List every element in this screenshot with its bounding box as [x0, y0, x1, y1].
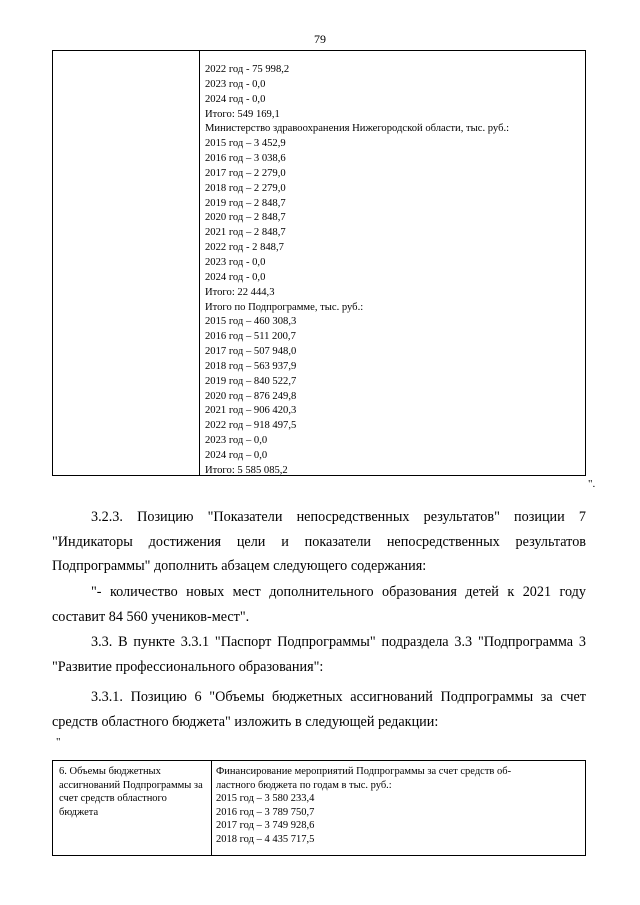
table-line: Финансирование мероприятий Подпрограммы за счет средств об-	[216, 766, 512, 777]
table-line: Итого: 5 585 085,2	[205, 464, 288, 476]
table-line: 2019 год – 2 848,7	[205, 197, 286, 209]
closing-quote-mark: ".	[588, 478, 596, 490]
table-line: 2016 год – 511 200,7	[205, 331, 296, 343]
table-line: 2017 год – 2 279,0	[205, 167, 286, 179]
table-line: 2017 год – 3 749 928,6	[216, 820, 315, 832]
financing-details-cell	[205, 63, 509, 479]
table-line: 2022 год - 2 848,7	[205, 242, 284, 254]
table-line: Итого: 22 444,3	[205, 286, 275, 298]
table-line: 2021 год – 906 420,3	[205, 405, 297, 417]
table-line: 2024 год – 0,0	[205, 449, 268, 461]
table-line: 2016 год – 3 789 750,7	[216, 806, 315, 818]
table-line: 2022 год - 75 998,2	[205, 64, 290, 75]
financing-details-cell	[216, 765, 582, 847]
financing-table-continued	[52, 50, 586, 476]
table-line: 2015 год – 460 308,3	[205, 316, 297, 328]
table-column-divider	[211, 761, 212, 855]
table-column-divider	[199, 51, 200, 475]
table-line: 2015 год – 3 580 233,4	[216, 793, 315, 805]
table-line: ластного бюджета по годам в тыс. руб.:	[216, 779, 392, 791]
table-line: 2024 год - 0,0	[205, 93, 266, 105]
table-line: Министерство здравоохранения Нижегородской области, тыс. руб.:	[205, 123, 510, 135]
paragraph-new-places: "- количество новых мест дополнительного образования детей к 2021 году составит 84 560 учеников-мест".	[52, 584, 586, 625]
table-line: 2017 год – 507 948,0	[205, 346, 297, 358]
table-line: 2023 год - 0,0	[205, 78, 266, 90]
table-line: 2022 год – 918 497,5	[205, 420, 297, 432]
table-line: 2020 год – 876 249,8	[205, 390, 297, 402]
table-line: 2023 год - 0,0	[205, 256, 266, 268]
table-line: 2016 год – 3 038,6	[205, 153, 286, 165]
table-line: 2024 год - 0,0	[205, 271, 266, 283]
table-line: 2015 год – 3 452,9	[205, 138, 286, 150]
paragraph-3-3-1: 3.3.1. Позицию 6 "Объемы бюджетных ассигнований Подпрограммы за счет средств областного бюджета" изложить в следующей редакции:	[52, 689, 586, 730]
paragraph-3-3: 3.3. В пункте 3.3.1 "Паспорт Подпрограммы" подраздела 3.3 "Подпрограмма 3 "Развитие профессионального образования":	[52, 634, 586, 675]
table-line: 2023 год – 0,0	[205, 435, 268, 447]
paragraph-3-2-3: 3.2.3. Позицию "Показатели непосредственных результатов" позиции 7 "Индикаторы достижения цели и показатели непосредственных результатов Подпрограммы" дополнить абзацем следующего содержания:	[52, 509, 586, 574]
opening-quote-mark: "	[56, 736, 61, 748]
table-line: 2018 год – 2 279,0	[205, 182, 286, 194]
table-line: 2018 год – 563 937,9	[205, 360, 297, 372]
table-line: Итого: 549 169,1	[205, 108, 280, 120]
table-line: Итого по Подпрограмме, тыс. руб.:	[205, 301, 364, 313]
table-line: 2020 год – 2 848,7	[205, 212, 286, 224]
budget-allocation-table	[52, 760, 586, 856]
position-label-cell: 6. Объемы бюджетных ассигнований Подпрограммы за счет средств областного бюджета	[59, 766, 203, 818]
table-line: 2019 год – 840 522,7	[205, 375, 297, 387]
table-line: 2021 год – 2 848,7	[205, 227, 286, 239]
table-line: 2018 год – 4 435 717,5	[216, 833, 315, 845]
page-number: 79	[314, 32, 326, 46]
